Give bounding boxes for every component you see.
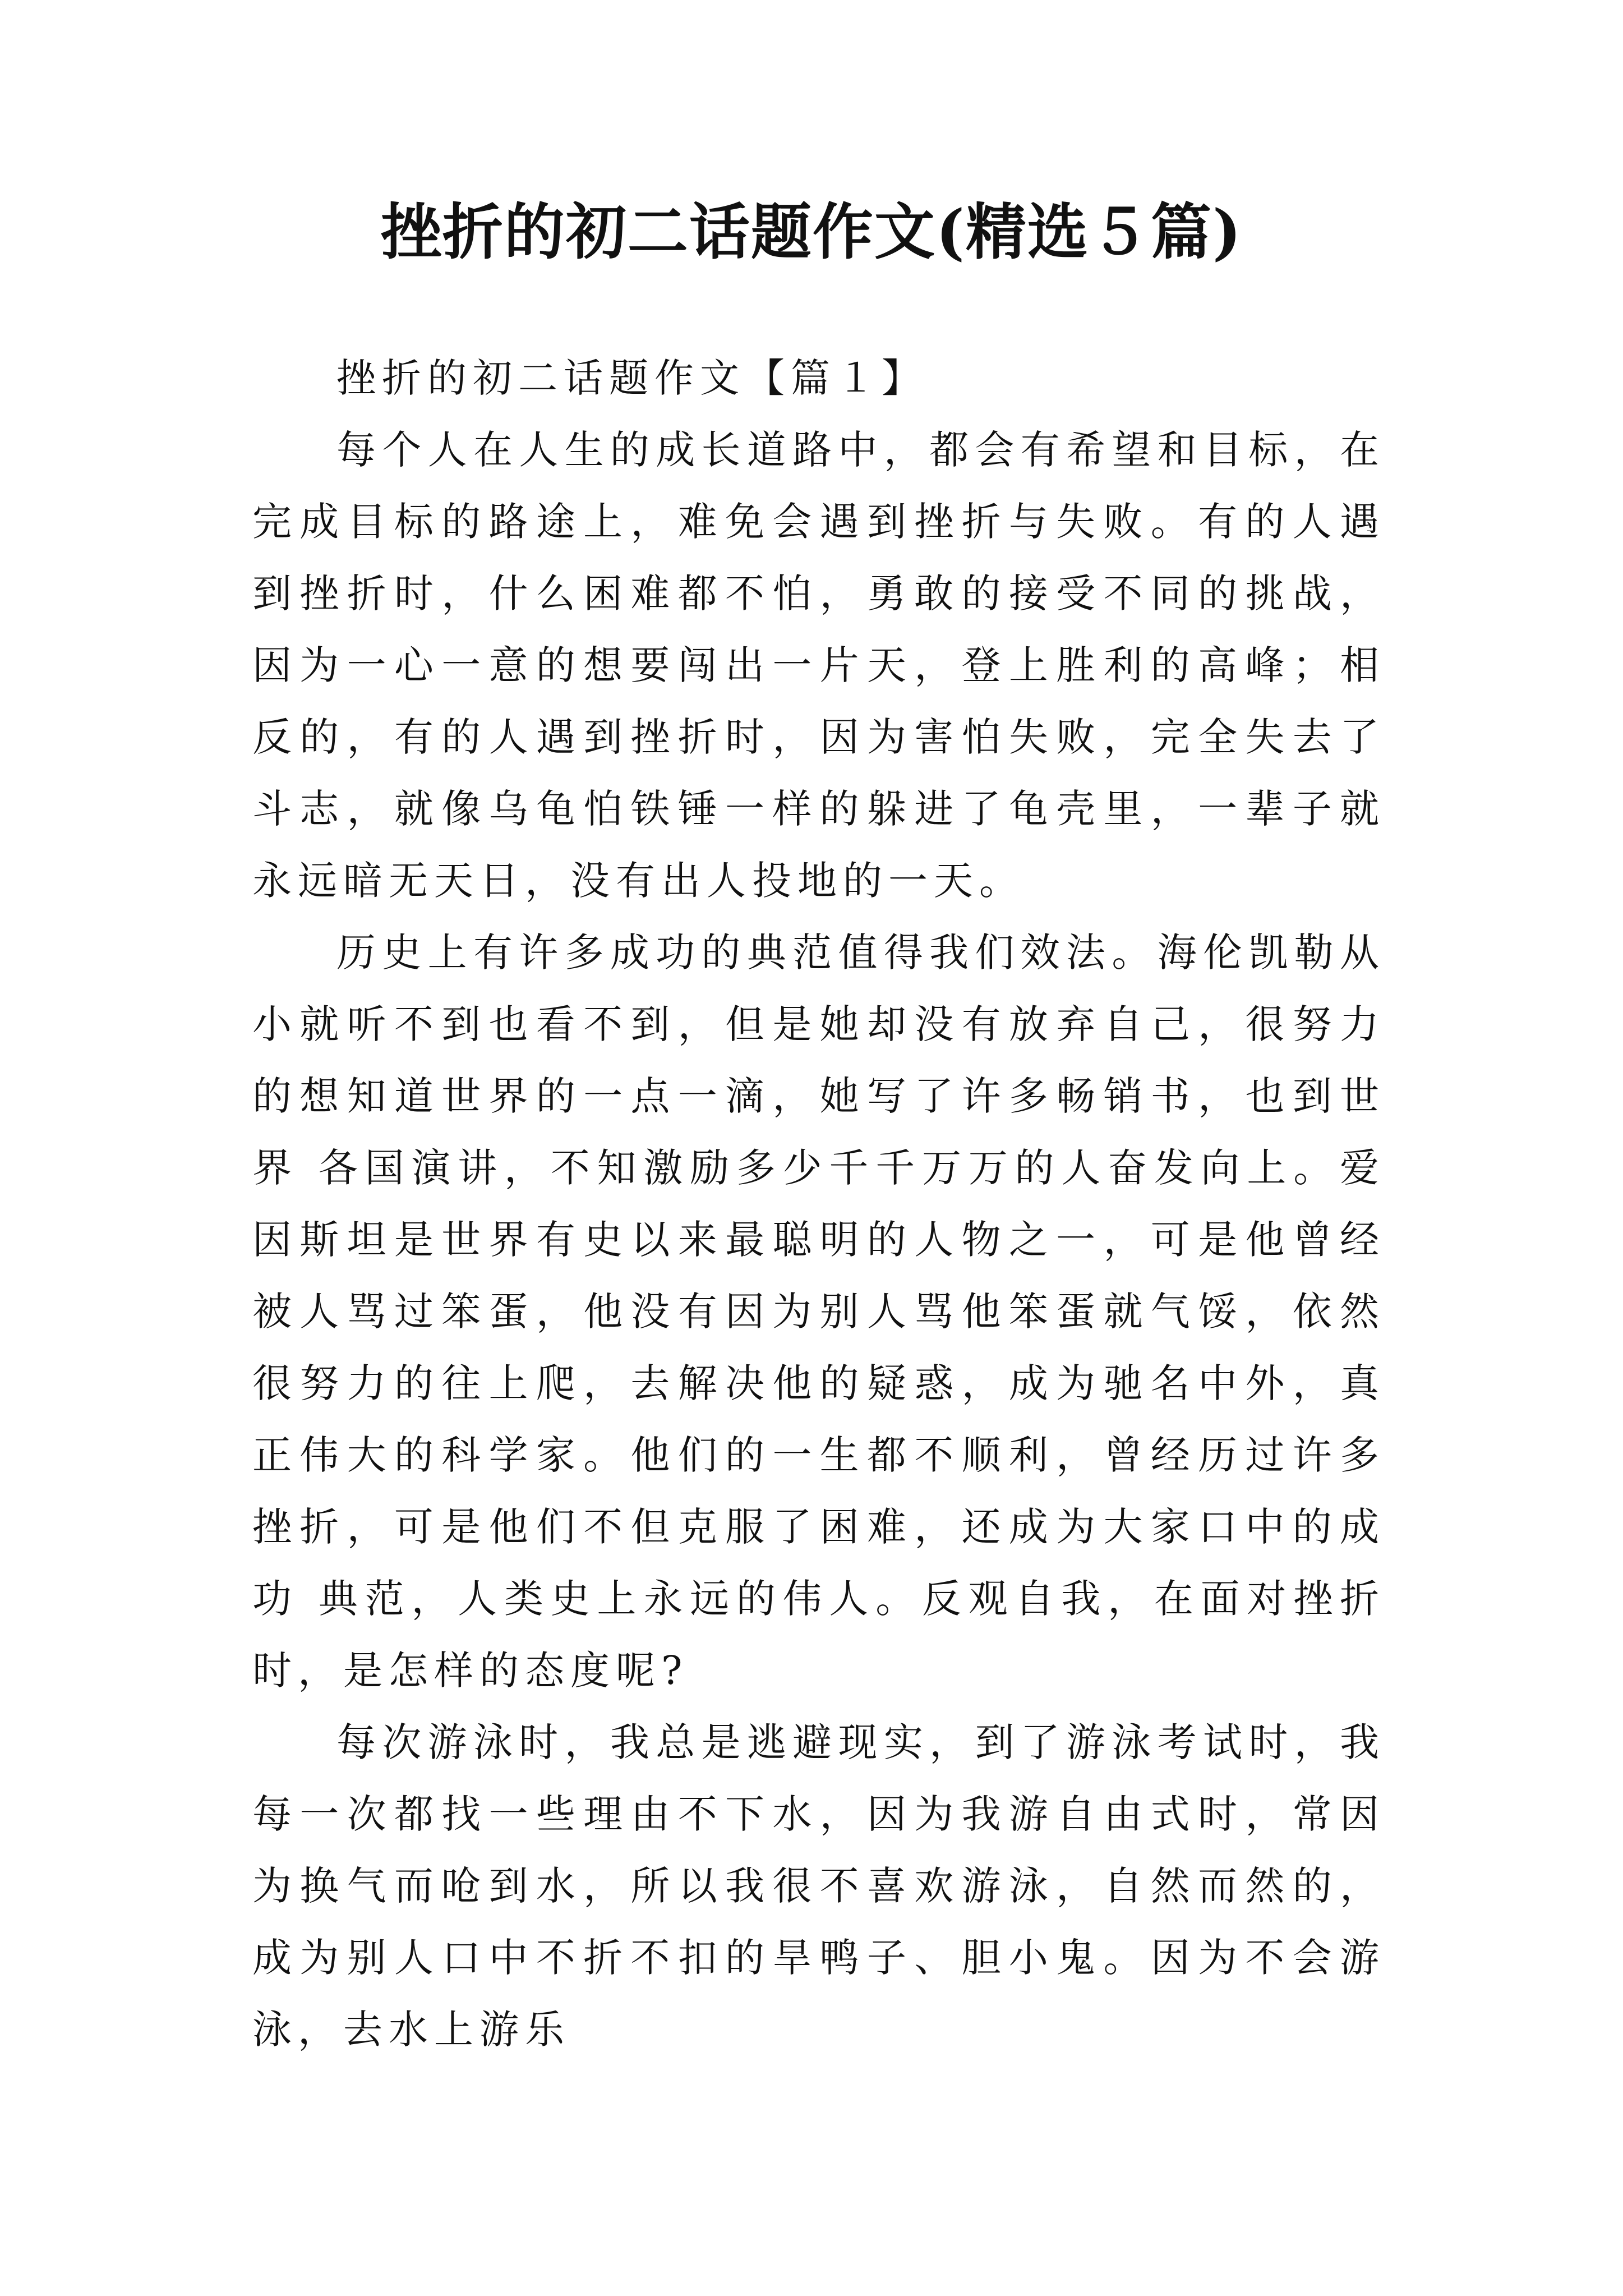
document-title: 挫折的初二话题作文(精选５篇) <box>380 197 1243 268</box>
section-heading: 挫折的初二话题作文【篇１】 <box>336 355 927 401</box>
document-body <box>252 342 1385 2065</box>
paragraph-2: 历史上有许多成功的典范值得我们效法。海伦凯勒从小就听不到也看不到，但是她却没有放弃自己，很努力的想知道世界的一点一滴，她写了许多畅销书，也到世界 各国演讲，不知激励多少千千万万的人奋发向上。爱因斯坦是世界有史以来最聪明的人物之一，可是他曾经被人骂过笨蛋，他没有因为别人骂他笨蛋就气馁，依然很努力的往上爬，去解决他的疑惑，成为驰名中外，真正伟大的科学家。他们的一生都不顺利，曾经历过许多挫折，可是他们不但克服了困难，还成为大家口中的成功 典范，人类史上永远的伟人。反观自我，在面对挫折时，是怎样的态度呢? <box>252 930 1385 1694</box>
paragraph-1: 每个人在人生的成长道路中，都会有希望和目标，在完成目标的路途上，难免会遇到挫折与失败。有的人遇到挫折时，什么困难都不怕，勇敢的接受不同的挑战，因为一心一意的想要闯出一片天，登上胜利的高峰；相反的，有的人遇到挫折时，因为害怕失败，完全失去了斗志，就像乌龟怕铁锤一样的躲进了龟壳里，一辈子就永远暗无天日，没有出人投地的一天。 <box>252 427 1385 904</box>
paragraph-3: 每次游泳时，我总是逃避现实，到了游泳考试时，我每一次都找一些理由不下水，因为我游自由式时，常因为换气而呛到水，所以我很不喜欢游泳，自然而然的，成为别人口中不折不扣的旱鸭子、胆小鬼。因为不会游泳，去水上游乐 <box>252 1719 1385 2053</box>
